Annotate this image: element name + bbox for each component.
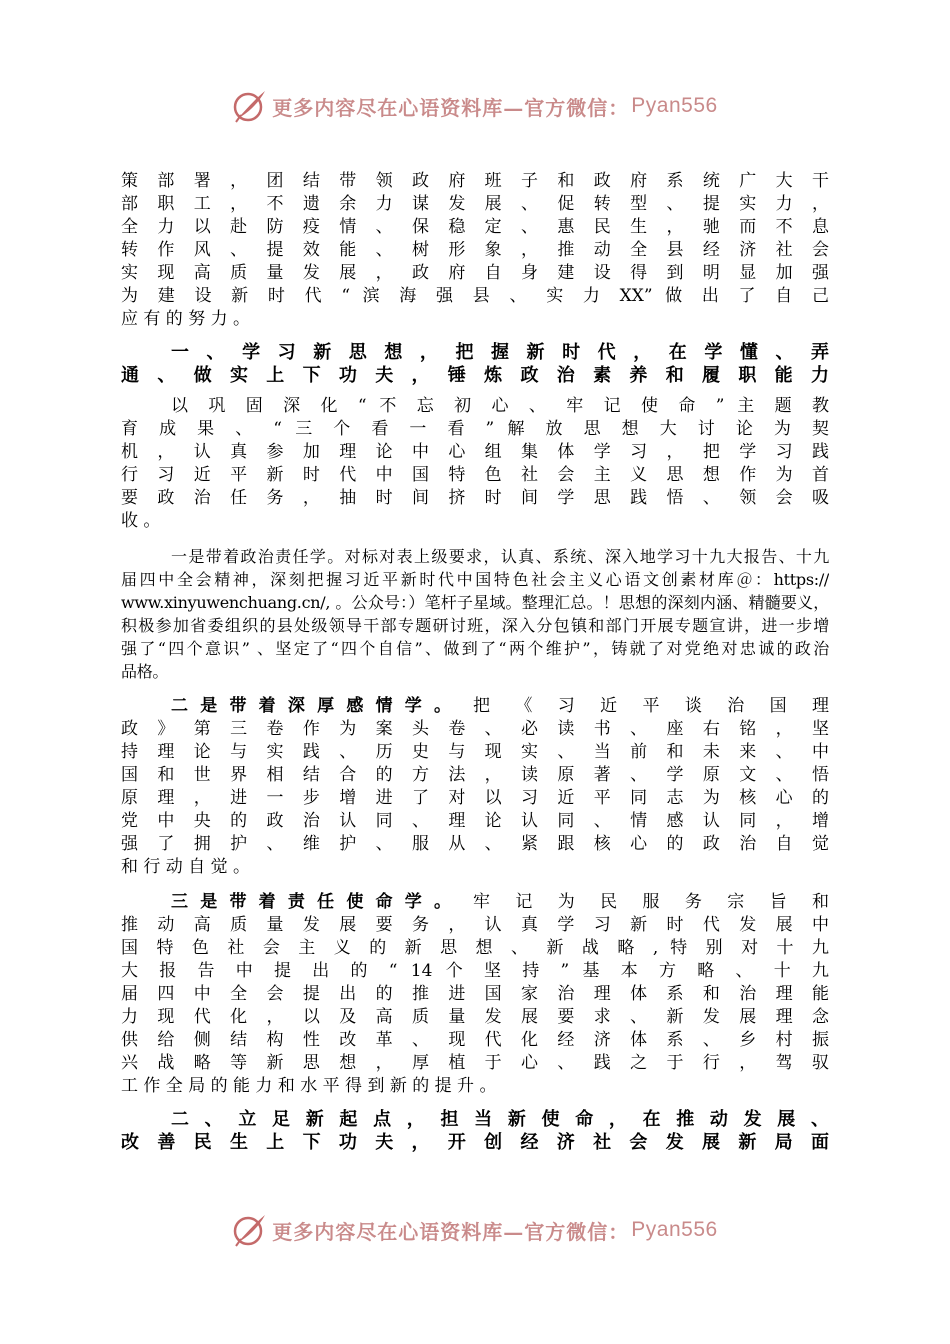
text-line: 强 了 拥 护 、 维 护 、 服 从 、 紧 跟 核 心 的 政 治 自 觉 [121, 834, 829, 854]
text-line: 部 职 工 ， 不 遗 余 力 谋 发 展 、 促 转 型 、 提 实 力 ， [121, 194, 829, 214]
heading-line: 改 善 民 生 上 下 功 夫 ， 开 创 经 济 社 会 发 展 新 局 面 [121, 1132, 829, 1153]
text-line: 工 作 全 局 的 能 力 和 水 平 得 到 新 的 提 升 。 [121, 1076, 497, 1096]
footer-watermark-banner [0, 1208, 950, 1252]
text-line: 大 报 告 中 提 出 的 “ 14 个 坚 持 ” 基 本 方 略 、 十 九 [121, 961, 829, 981]
text-line: 政 》 第 三 卷 作 为 案 头 卷 、 必 读 书 、 座 右 铭 ， 坚 [121, 719, 829, 739]
text-line: 届四中全会精神，深刻把握习近平新时代中国特色社会主义心语文创素材库＠：https:// [121, 570, 829, 589]
lead-phrase: 三 是 带 着 责 任 使 命 学 。 [171, 892, 451, 912]
text-line: 供 给 侧 结 构 性 改 革 、 现 代 化 经 济 体 系 、 乡 村 振 [121, 1030, 829, 1050]
banner-text: 更多内容尽在心语资料库—官方微信： [272, 1219, 630, 1244]
text-line [121, 695, 829, 718]
section-heading-2 [121, 1108, 829, 1154]
text-line: 策 部 署 ， 团 结 带 领 政 府 班 子 和 政 府 系 统 广 大 干 [121, 171, 829, 191]
text-line: 转 作 风 、 提 效 能 、 树 形 象 ， 推 动 全 县 经 济 社 会 [121, 240, 829, 260]
header-watermark-banner [0, 84, 950, 128]
text-line: 全 力 以 赴 防 疫 情 、 保 稳 定 、 惠 民 生 ， 驰 而 不 息 [121, 217, 829, 237]
lead-phrase: 二 是 带 着 深 厚 感 情 学 。 [171, 696, 451, 716]
text-line: 届 四 中 全 会 提 出 的 推 进 国 家 治 理 体 系 和 治 理 能 [121, 984, 829, 1004]
heading-line: 通 、 做 实 上 下 功 夫 ， 锤 炼 政 治 素 养 和 履 职 能 力 [121, 365, 829, 386]
heading-line: 一 、 学 习 新 思 想 ， 把 握 新 时 代 ， 在 学 懂 、 弄 [171, 342, 829, 363]
text-line: 和 行 动 自 觉 。 [121, 857, 251, 877]
document-body [121, 170, 829, 1154]
paragraph-3 [121, 695, 829, 879]
text-line: www.xinyuwenchuang.cn/, 。公众号：）笔杆子星域。整理汇总。！思想的深刻内涵、精髓要义， [121, 593, 829, 612]
text-line: 持 理 论 与 实 践 、 历 史 与 现 实 、 当 前 和 未 来 、 中 [121, 742, 829, 762]
text-line [121, 891, 829, 914]
text-segment: 牢 记 为 民 服 务 宗 旨 和 [473, 892, 829, 912]
text-line: 推 动 高 质 量 发 展 要 务 ， 认 真 学 习 新 时 代 发 展 中 [121, 915, 829, 935]
text-line: 收 。 [121, 511, 161, 531]
quill-logo-icon [232, 1212, 268, 1248]
text-line: 以 巩 固 深 化 “ 不 忘 初 心 、 牢 记 使 命 ” 主 题 教 [171, 396, 829, 416]
text-line: 品格。 [121, 662, 169, 681]
text-segment: 把 《 习 近 平 谈 治 国 理 [473, 696, 829, 716]
banner-wechat-id: Pyan556 [631, 94, 718, 117]
text-line: 国 和 世 界 相 结 合 的 方 法 ， 读 原 著 、 学 原 文 、 悟 [121, 765, 829, 785]
quill-logo-icon [232, 88, 268, 124]
text-line: 原 理 ， 进 一 步 增 进 了 对 以 习 近 平 同 志 为 核 心 的 [121, 788, 829, 808]
text-line: 行 习 近 平 新 时 代 中 国 特 色 社 会 主 义 思 想 作 为 首 [121, 465, 829, 485]
text-line: 力 现 代 化 ， 以 及 高 质 量 发 展 要 求 、 新 发 展 理 念 [121, 1007, 829, 1027]
text-line: 要 政 治 任 务 ， 抽 时 间 挤 时 间 学 思 践 悟 、 领 会 吸 [121, 488, 829, 508]
text-line: 育 成 果 、 “ 三 个 看 一 看 ” 解 放 思 想 大 讨 论 为 契 [121, 419, 829, 439]
banner-wechat-id: Pyan556 [631, 1218, 718, 1241]
text-line: 强了“四个意识” 、坚定了“四个自信”、做到了“两个维护”，铸就了对党绝对忠诚的政治 [121, 639, 829, 658]
text-line: 国 特 色 社 会 主 义 的 新 思 想 、 新 战 略 , 特 别 对 十 九 [121, 938, 829, 958]
text-line: 积极参加省委组织的县处级领导干部专题研讨班，深入分包镇和部门开展专题宣讲，进一步增 [121, 616, 829, 635]
text-line: 应 有 的 努 力 。 [121, 309, 251, 329]
banner-text: 更多内容尽在心语资料库—官方微信： [272, 95, 630, 120]
heading-line: 二 、 立 足 新 起 点 ， 担 当 新 使 命 ， 在 推 动 发 展 、 [171, 1109, 829, 1130]
paragraph-4 [121, 891, 829, 1098]
text-line: 兴 战 略 等 新 思 想 ， 厚 植 于 心 、 践 之 于 行 ， 驾 驭 [121, 1053, 829, 1073]
text-line: 机 ， 认 真 参 加 理 论 中 心 组 集 体 学 习 ， 把 学 习 践 [121, 442, 829, 462]
text-line: 实 现 高 质 量 发 展 ， 政 府 自 身 建 设 得 到 明 显 加 强 [121, 263, 829, 283]
paragraph-1 [121, 395, 829, 533]
text-line: 为 建 设 新 时 代 “ 滨 海 强 县 、 实 力 XX” 做 出 了 自 己 [121, 286, 829, 306]
section-heading-1 [121, 341, 829, 387]
paragraph-2 [121, 545, 829, 683]
text-line: 一是带着政治责任学。对标对表上级要求，认真、系统、深入地学习十九大报告、十九 [171, 547, 829, 566]
text-line: 党 中 央 的 政 治 认 同 、 理 论 认 同 、 情 感 认 同 ， 增 [121, 811, 829, 831]
intro-paragraph [121, 170, 829, 331]
